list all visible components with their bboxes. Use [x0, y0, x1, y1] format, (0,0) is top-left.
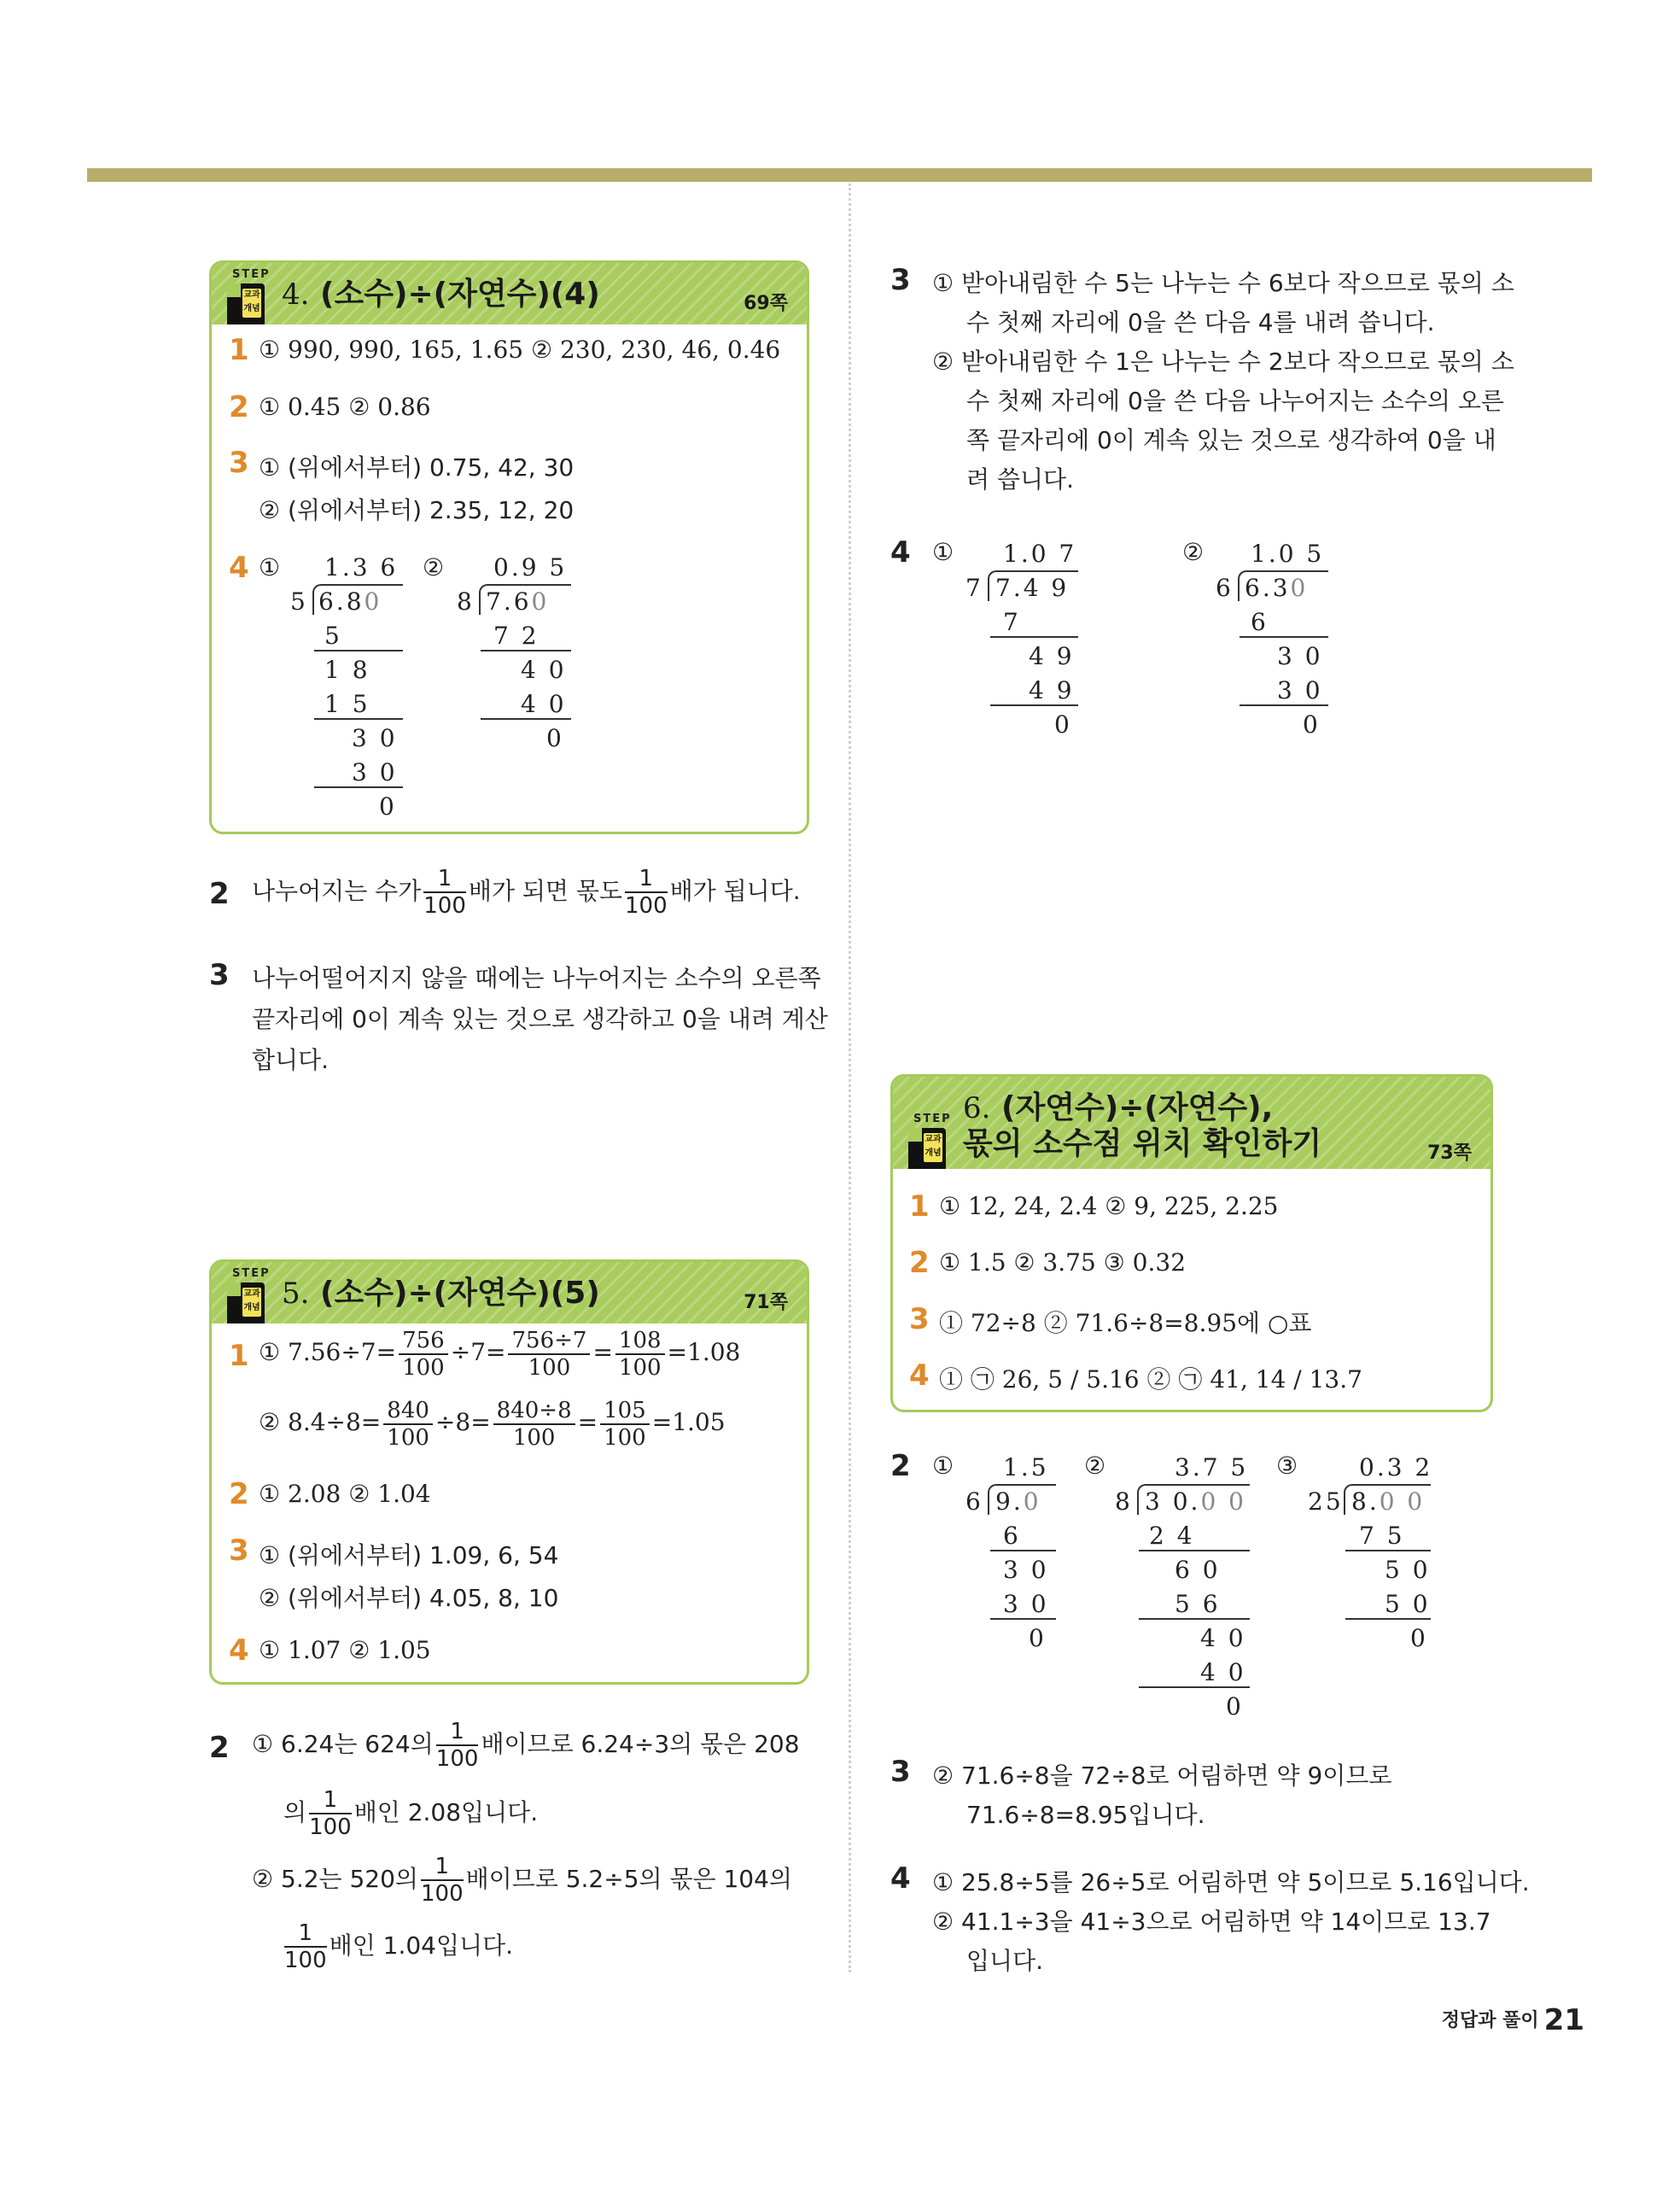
s5-q4-number: 4: [229, 1633, 249, 1668]
right-exp-b2-circle-2: ②: [1084, 1452, 1106, 1480]
section-6-header: [893, 1077, 1490, 1169]
right-exp-b4-line3: 입니다.: [966, 1947, 1044, 1975]
right-exp-b3-line2: 71.6÷8=8.95입니다.: [966, 1801, 1205, 1829]
right-exp-b4-line1: ① 25.8÷5를 26÷5로 어림하면 약 5이므로 5.16입니다.: [932, 1868, 1530, 1896]
section-5-title: 5. (소수)÷(자연수)(5): [282, 1276, 600, 1311]
right-exp-3-a1: ① 받아내림한 수 5는 나누는 수 6보다 작으므로 몫의 소: [932, 269, 1514, 297]
s6-q1-number: 1: [909, 1189, 930, 1224]
left-exp-b2-number: 2: [209, 1731, 230, 1765]
left-exp-3-line3: 합니다.: [252, 1046, 330, 1074]
left-exp-3-number: 3: [209, 958, 230, 992]
column-divider: [849, 184, 851, 1972]
left-exp-2-text: 나누어지는 수가 $\frac{1}{100}$ 배가 되면 몫도 $\frac{1}{100}$ 배가 됩니다.: [252, 866, 801, 919]
left-exp-3-line2: 끝자리에 0이 계속 있는 것으로 생각하고 0을 내려 계산: [252, 1005, 828, 1033]
right-exp-3-number: 3: [890, 263, 911, 297]
section-5-header: [212, 1262, 807, 1323]
s6-q4-answer: ① ㉠ 26, 5 / 5.16 ② ㉠ 41, 14 / 13.7: [939, 1365, 1362, 1393]
step-1-icon: STEP 교과개념: [227, 1267, 265, 1323]
step-1-icon: STEP 교과개념: [908, 1113, 946, 1169]
s5-q2-answer: ① 2.08 ② 1.04: [259, 1480, 431, 1508]
s5-q3-answer-a: ① (위에서부터) 1.09, 6, 54: [259, 1541, 559, 1569]
s4-q3-answer-b: ② (위에서부터) 2.35, 12, 20: [259, 496, 575, 524]
right-exp-b3-number: 3: [890, 1755, 911, 1789]
s4-q1-number: 1: [229, 333, 249, 367]
right-exp-3-a2: 수 첫째 자리에 0을 쓴 다음 4를 내려 씁니다.: [966, 308, 1435, 336]
left-exp-b2-line2: 의 $\frac{1}{100}$ 배인 2.08입니다.: [283, 1787, 539, 1840]
page-footer: 정답과 풀이 21: [1441, 2003, 1584, 2037]
s5-q1-answer-b: ② 8.4÷8= $\frac{840}{100}$ ÷8= $\frac{840\div 8}{100}$ = $\frac{105}{100}$ =1.05: [259, 1397, 726, 1451]
section-6-title-line2: 몫의 소수점 위치 확인하기: [963, 1126, 1322, 1161]
right-exp-3-b1: ② 받아내림한 수 1은 나누는 수 2보다 작으므로 몫의 소: [932, 348, 1514, 376]
s6-q3-answer: ① 72÷8 ② 71.6÷8=8.95에 ○표: [939, 1309, 1312, 1337]
section-5-page-ref: 71쪽: [744, 1292, 788, 1313]
step-1-icon: STEP 교과개념: [227, 268, 265, 324]
right-exp-4-circle-2: ②: [1182, 538, 1205, 566]
right-exp-4-circle-1: ①: [932, 538, 954, 566]
right-exp-b3-line1: ② 71.6÷8을 72÷8로 어림하면 약 9이므로: [932, 1762, 1392, 1790]
s6-q2-answer: ① 1.5 ② 3.75 ③ 0.32: [939, 1248, 1187, 1277]
right-exp-b2-circle-3: ③: [1276, 1452, 1298, 1480]
section-6-page-ref: 73쪽: [1427, 1142, 1472, 1164]
s4-q4-number: 4: [229, 551, 249, 585]
s4-q4-circle-2: ②: [423, 553, 445, 581]
right-exp-b2-circle-1: ①: [932, 1452, 954, 1480]
s5-q1-answer-a: ① 7.56÷7= $\frac{756}{100}$ ÷7= $\frac{756\div 7}{100}$ = $\frac{108}{100}$ =1.08: [259, 1327, 741, 1381]
s5-q1-number: 1: [229, 1339, 249, 1373]
section-6-title-line1: 6. (자연수)÷(자연수),: [963, 1090, 1274, 1125]
s5-q3-answer-b: ② (위에서부터) 4.05, 8, 10: [259, 1584, 559, 1612]
right-exp-4-number: 4: [890, 535, 911, 570]
right-exp-3-b4: 려 씁니다.: [966, 465, 1074, 494]
s6-q4-number: 4: [909, 1358, 930, 1393]
s6-q1-answer: ① 12, 24, 2.4 ② 9, 225, 2.25: [939, 1192, 1279, 1220]
right-exp-b4-number: 4: [890, 1861, 911, 1896]
right-exp-b2-number: 2: [890, 1449, 911, 1483]
left-exp-b2-line1: ① 6.24는 624의 $\frac{1}{100}$ 배이므로 6.24÷3의 몫은 208: [252, 1719, 800, 1772]
s4-q1-answer: ① 990, 990, 165, 1.65 ② 230, 230, 46, 0.46: [259, 336, 781, 364]
right-exp-3-b2: 수 첫째 자리에 0을 쓴 다음 나누어지는 소수의 오른: [966, 387, 1504, 415]
left-exp-2-number: 2: [209, 877, 230, 911]
left-exp-b2-line3: ② 5.2는 520의 $\frac{1}{100}$ 배이므로 5.2÷5의 몫은 104의: [252, 1854, 792, 1907]
s4-q4-circle-1: ①: [259, 553, 281, 581]
s4-q3-answer-a: ① (위에서부터) 0.75, 42, 30: [259, 453, 575, 482]
s4-q3-number: 3: [229, 446, 249, 480]
s6-q3-number: 3: [909, 1302, 930, 1336]
page-number: 21: [1543, 2003, 1584, 2037]
top-decorative-bar: [87, 168, 1592, 182]
s5-q3-number: 3: [229, 1534, 249, 1568]
right-exp-3-b3: 쪽 끝자리에 0이 계속 있는 것으로 생각하여 0을 내: [966, 426, 1496, 454]
s6-q2-number: 2: [909, 1246, 930, 1280]
section-4-page-ref: 69쪽: [744, 293, 788, 314]
section-4-title: 4. (소수)÷(자연수)(4): [282, 277, 600, 312]
left-exp-b2-line4: $\frac{1}{100}$ 배인 1.04입니다.: [284, 1920, 514, 1973]
s4-q2-answer: ① 0.45 ② 0.86: [259, 393, 431, 421]
s4-q2-number: 2: [229, 390, 249, 424]
section-4-header: [212, 263, 807, 324]
left-exp-3-line1: 나누어떨어지지 않을 때에는 나누어지는 소수의 오른쪽: [252, 964, 821, 992]
right-exp-b4-line2: ② 41.1÷3을 41÷3으로 어림하면 약 14이므로 13.7: [932, 1908, 1491, 1936]
s5-q2-number: 2: [229, 1477, 249, 1511]
s5-q4-answer: ① 1.07 ② 1.05: [259, 1636, 431, 1664]
